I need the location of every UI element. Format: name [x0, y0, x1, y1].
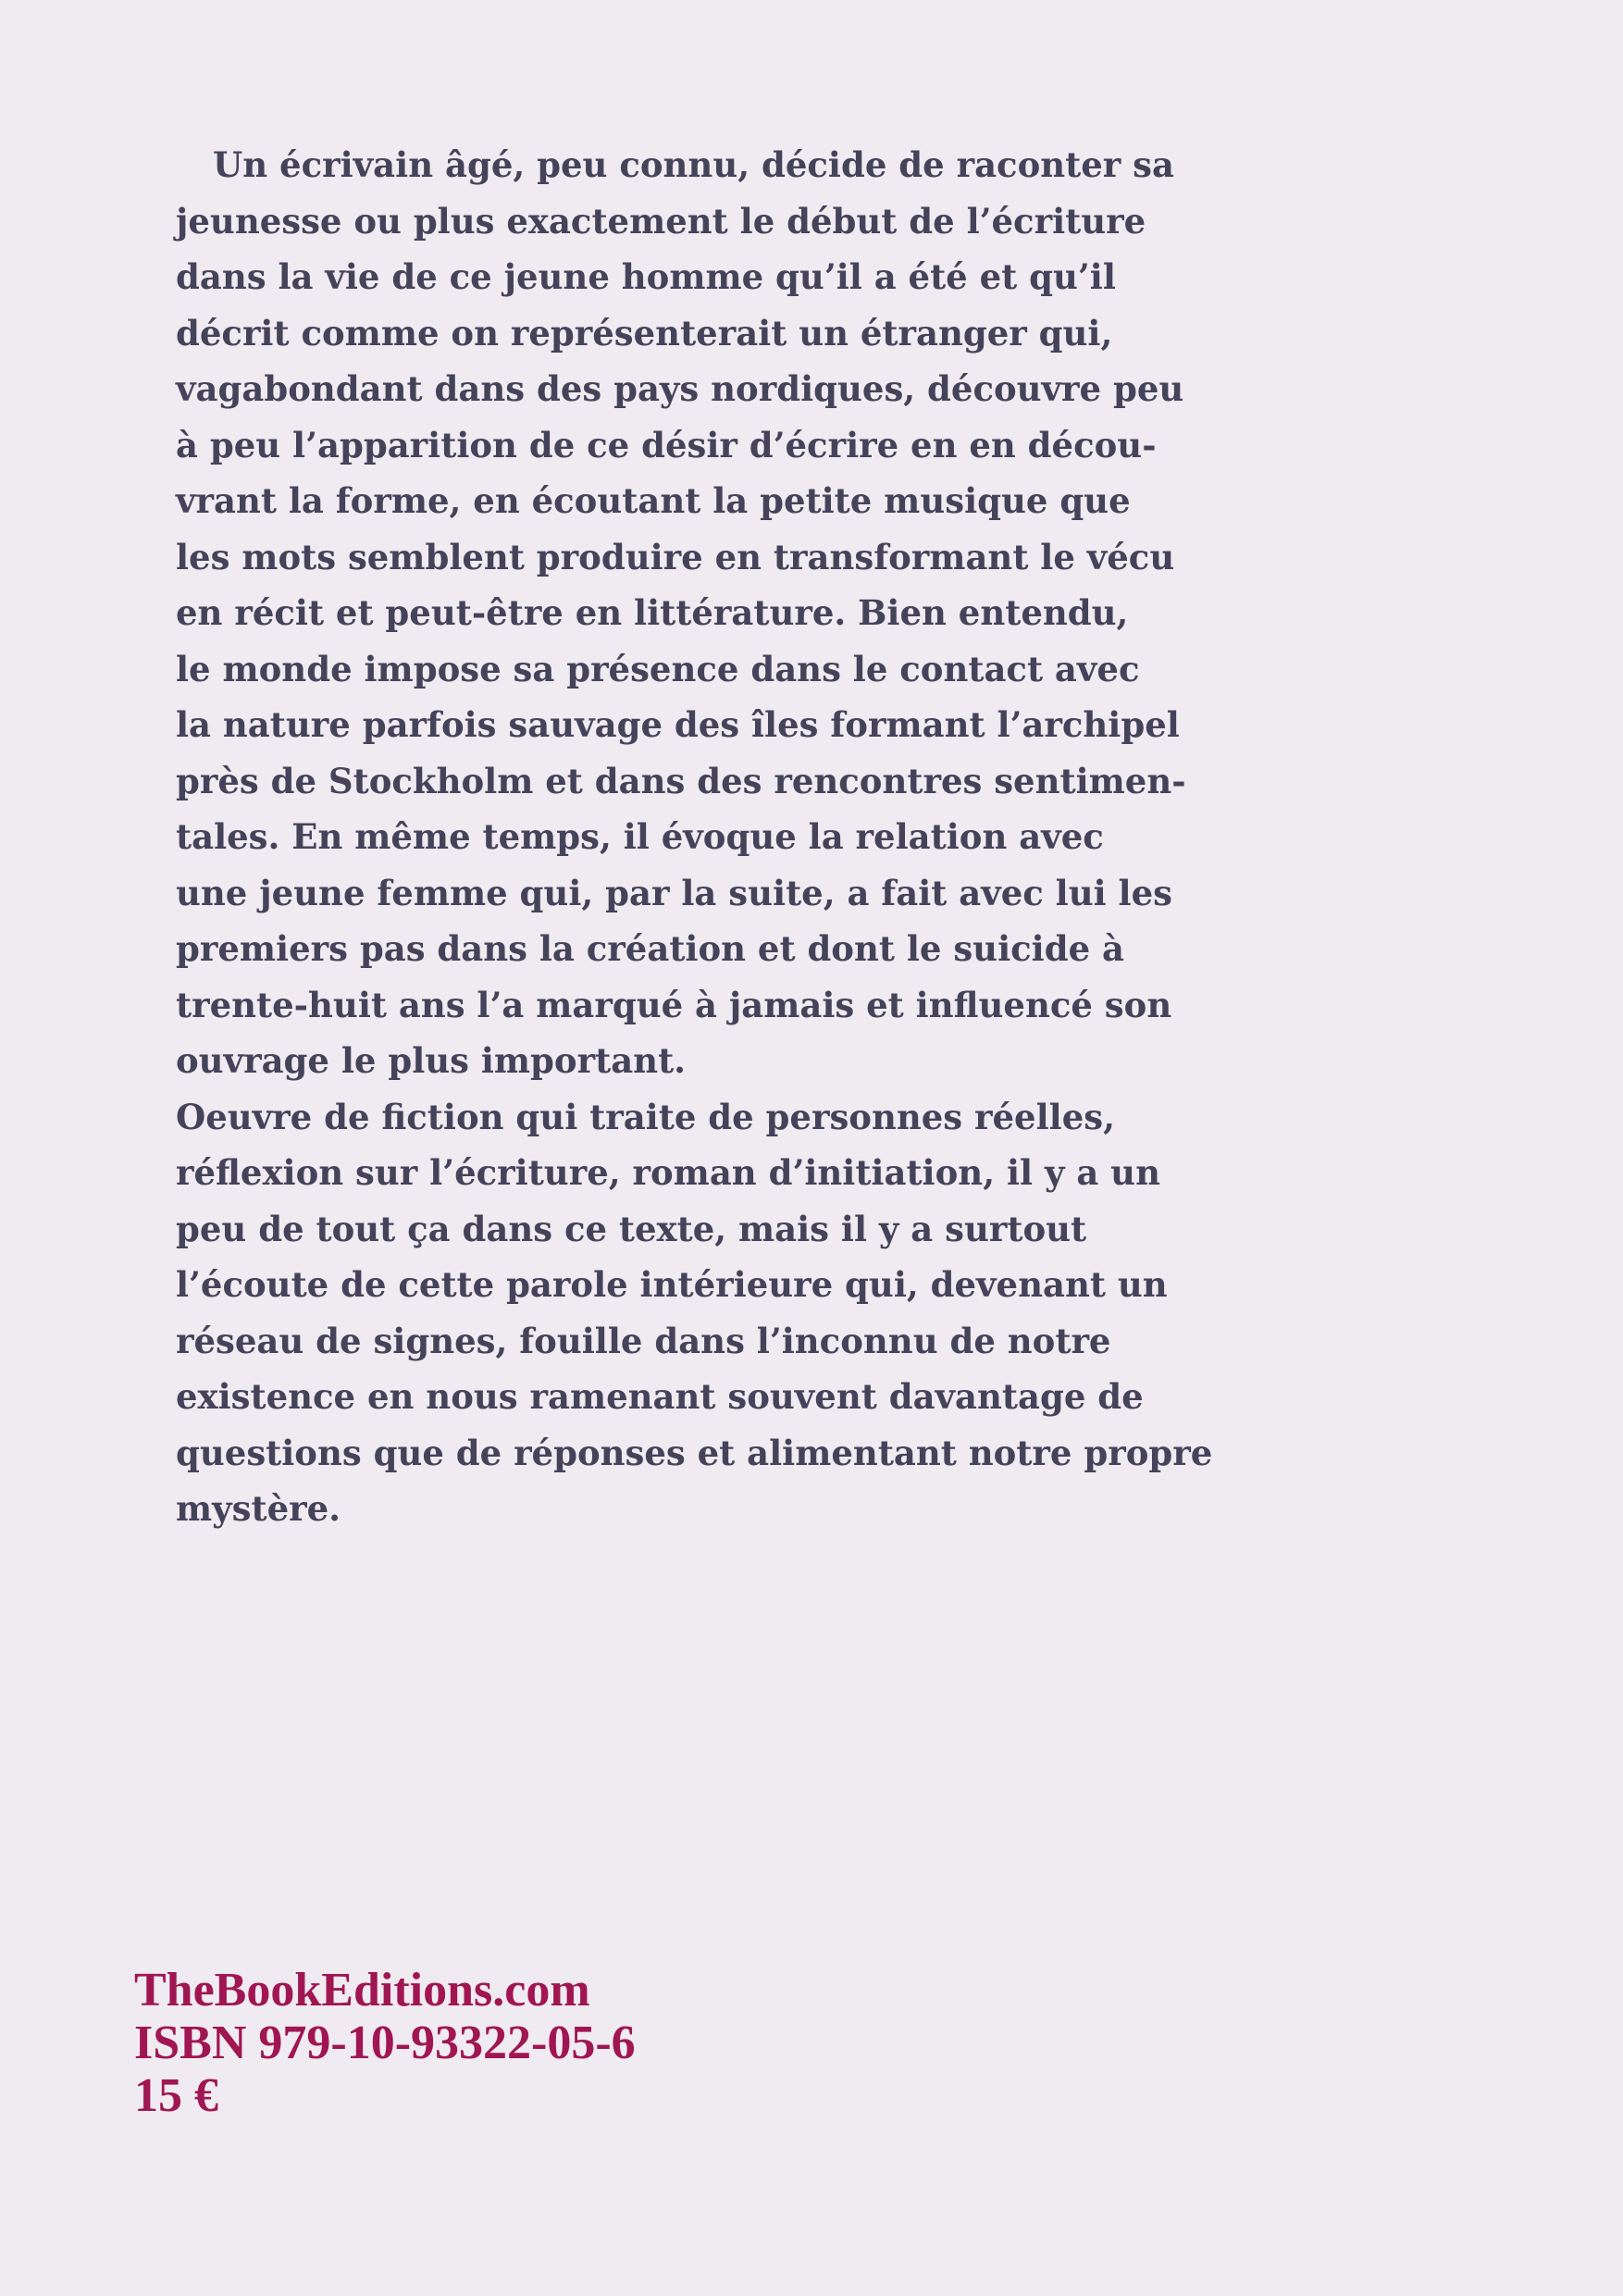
summary-line: en récit et peut-être en littérature. Bien entendu,: [176, 592, 1129, 633]
publisher-imprint: [134, 1964, 636, 2122]
summary-line: les mots semblent produire en transformant le vécu: [176, 536, 1175, 577]
summary-line: tales. En même temps, il évoque la relation avec: [176, 816, 1104, 857]
summary-line: vagabondant dans des pays nordiques, découvre peu: [176, 368, 1184, 409]
summary-line: Oeuvre de fiction qui traite de personnes réelles,: [176, 1096, 1115, 1137]
summary-line: réflexion sur l’écriture, roman d’initiation, il y a un: [176, 1152, 1160, 1193]
price-label: 15 €: [134, 2069, 218, 2122]
summary-line: le monde impose sa présence dans le contact avec: [176, 648, 1140, 689]
summary-line: existence en nous ramenant souvent davantage de: [176, 1376, 1144, 1417]
publisher-name: TheBookEditions.com: [134, 1964, 590, 2017]
summary-line: dans la vie de ce jeune homme qu’il a été et qu’il: [176, 256, 1116, 297]
summary-line: décrit comme on représenterait un étranger qui,: [176, 312, 1113, 354]
summary-line: près de Stockholm et dans des rencontres sentimen-: [176, 760, 1186, 801]
isbn-number: ISBN 979-10-93322-05-6: [134, 2017, 636, 2069]
summary-line: à peu l’apparition de ce désir d’écrire en en décou-: [176, 424, 1157, 465]
summary-line: la nature parfois sauvage des îles formant l’archipel: [176, 704, 1180, 745]
summary-line: trente-huit ans l’a marqué à jamais et influencé son: [176, 984, 1172, 1025]
summary-line: l’écoute de cette parole intérieure qui, devenant un: [176, 1264, 1168, 1305]
back-cover-summary: [176, 137, 1286, 1537]
summary-line: questions que de réponses et alimentant notre propre: [176, 1432, 1213, 1473]
summary-line: jeunesse ou plus exactement le début de l’écriture: [176, 200, 1146, 242]
summary-line: peu de tout ça dans ce texte, mais il y a surtout: [176, 1208, 1087, 1249]
summary-line: Un écrivain âgé, peu connu, décide de raconter sa: [213, 144, 1174, 185]
summary-line: vrant la forme, en écoutant la petite musique que: [176, 480, 1131, 521]
summary-line: une jeune femme qui, par la suite, a fait avec lui les: [176, 872, 1172, 913]
summary-line: ouvrage le plus important.: [176, 1040, 687, 1081]
summary-line: mystère.: [176, 1488, 341, 1529]
summary-line: premiers pas dans la création et dont le suicide à: [176, 928, 1124, 969]
summary-line: réseau de signes, fouille dans l’inconnu de notre: [176, 1320, 1111, 1361]
